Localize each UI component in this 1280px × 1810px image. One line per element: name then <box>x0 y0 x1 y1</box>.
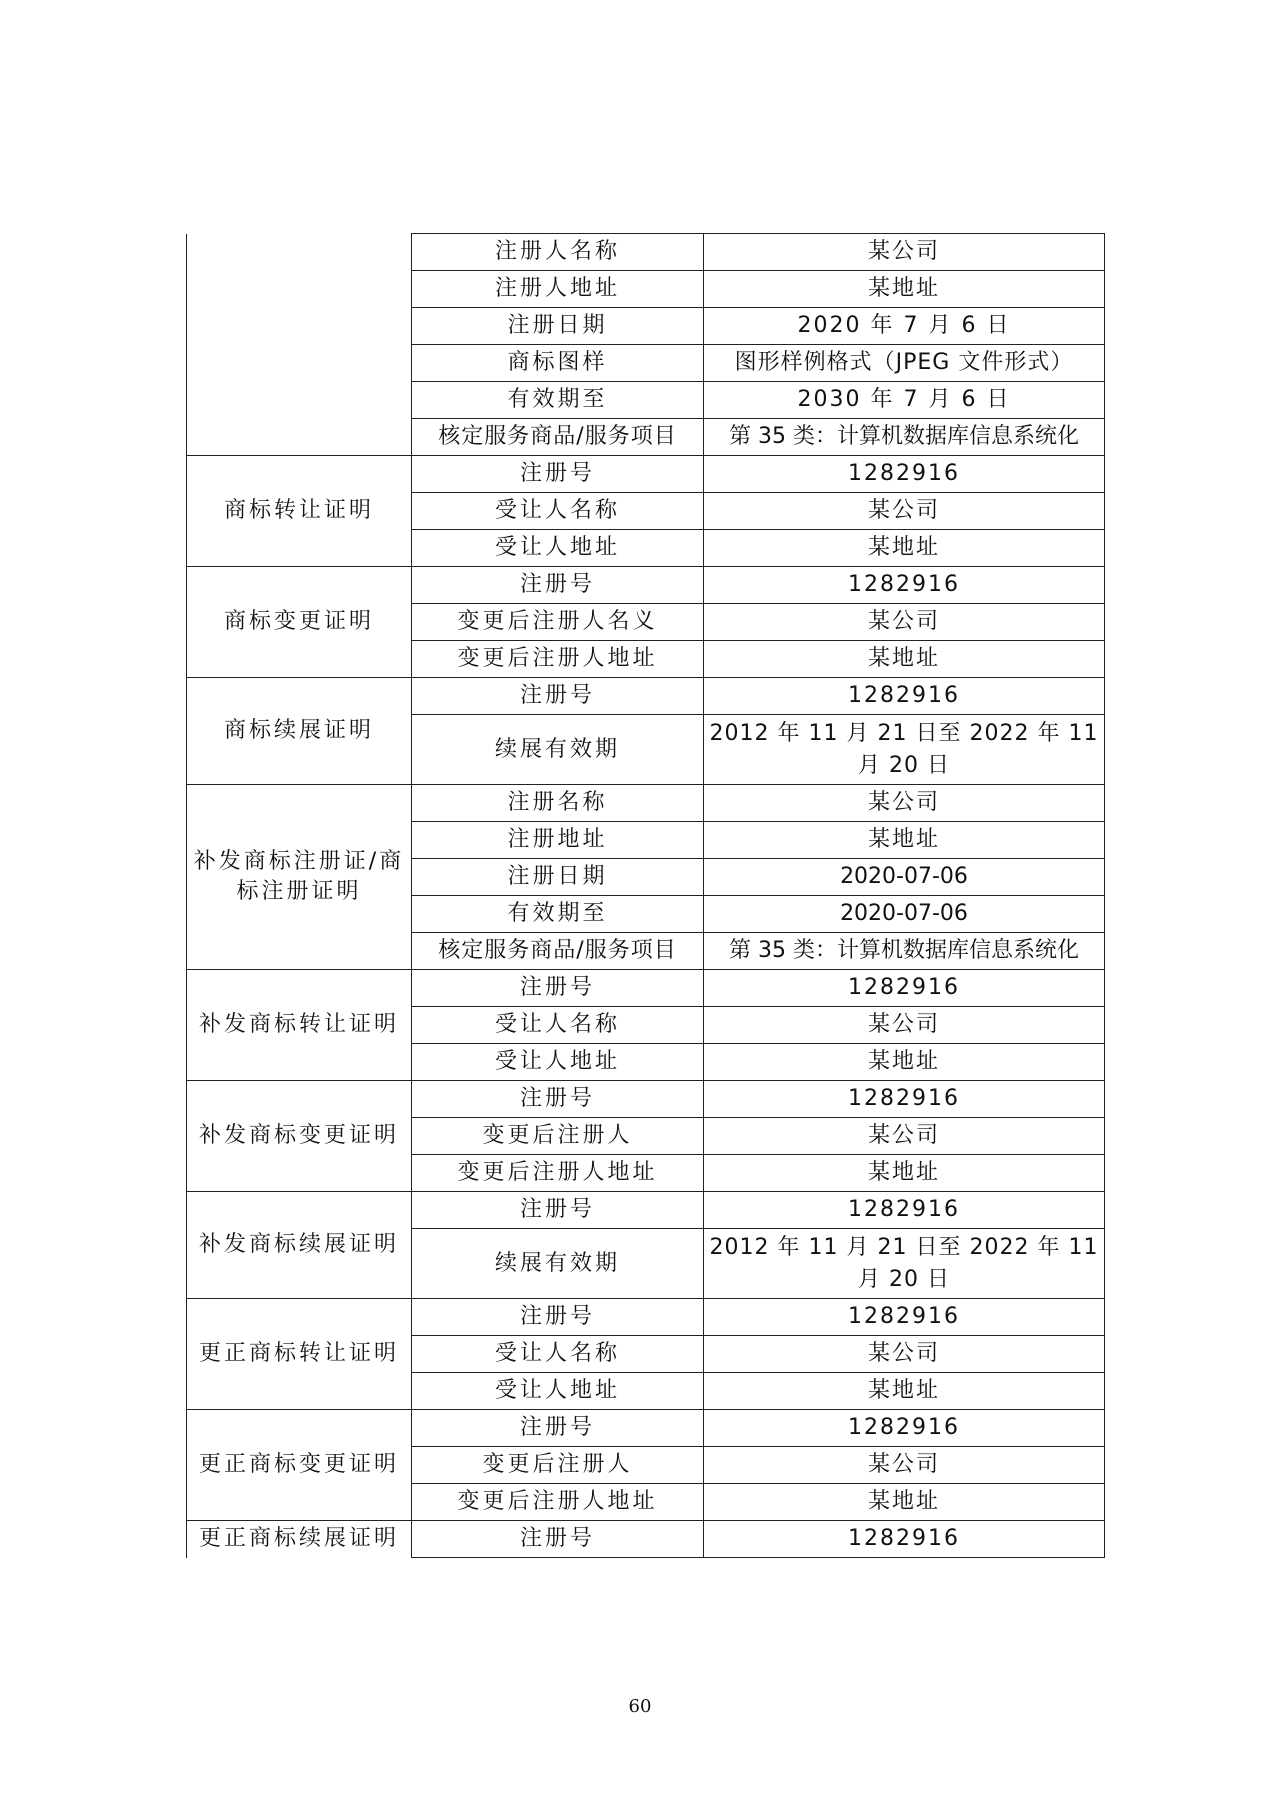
row-label: 注册人名称 <box>412 234 704 271</box>
row-value: 1282916 <box>704 1192 1105 1229</box>
row-value: 2020-07-06 <box>704 859 1105 896</box>
row-value: 1282916 <box>704 1410 1105 1447</box>
row-label: 核定服务商品/服务项目 <box>412 933 704 970</box>
row-value: 2030 年 7 月 6 日 <box>704 382 1105 419</box>
row-value: 某公司 <box>704 1447 1105 1484</box>
row-value: 1282916 <box>704 678 1105 715</box>
row-label: 变更后注册人地址 <box>412 1155 704 1192</box>
row-value: 1282916 <box>704 1081 1105 1118</box>
row-value: 某地址 <box>704 1373 1105 1410</box>
row-label: 变更后注册人 <box>412 1118 704 1155</box>
row-value: 某地址 <box>704 271 1105 308</box>
section-title: 商标变更证明 <box>187 567 412 678</box>
table-row <box>187 1081 1105 1118</box>
row-label: 受让人地址 <box>412 530 704 567</box>
row-value: 某地址 <box>704 822 1105 859</box>
section-title: 商标转让证明 <box>187 456 412 567</box>
row-value: 2012 年 11 月 21 日至 2022 年 11 月 20 日 <box>704 1229 1105 1299</box>
row-value: 某公司 <box>704 604 1105 641</box>
row-label: 有效期至 <box>412 382 704 419</box>
row-value: 某公司 <box>704 1118 1105 1155</box>
table-row <box>187 567 1105 604</box>
row-value: 某公司 <box>704 493 1105 530</box>
row-label: 注册日期 <box>412 308 704 345</box>
table-row <box>187 1192 1105 1229</box>
row-label: 注册日期 <box>412 859 704 896</box>
row-label: 有效期至 <box>412 896 704 933</box>
row-value: 图形样例格式（JPEG 文件形式） <box>704 345 1105 382</box>
row-label: 续展有效期 <box>412 715 704 785</box>
table-row <box>187 1521 1105 1558</box>
row-label: 注册号 <box>412 1410 704 1447</box>
row-label: 受让人地址 <box>412 1044 704 1081</box>
table-row <box>187 678 1105 715</box>
page-number: 60 <box>628 1696 652 1717</box>
row-label: 受让人地址 <box>412 1373 704 1410</box>
row-label: 注册人地址 <box>412 271 704 308</box>
row-label: 续展有效期 <box>412 1229 704 1299</box>
row-value: 某公司 <box>704 785 1105 822</box>
row-value: 2020 年 7 月 6 日 <box>704 308 1105 345</box>
row-value: 1282916 <box>704 456 1105 493</box>
section-title: 补发商标注册证/商标注册证明 <box>187 785 412 970</box>
row-label: 核定服务商品/服务项目 <box>412 419 704 456</box>
row-value: 1282916 <box>704 1299 1105 1336</box>
trademark-certificate-table <box>186 233 1105 1558</box>
section-title: 补发商标变更证明 <box>187 1081 412 1192</box>
row-value: 1282916 <box>704 1521 1105 1558</box>
row-label: 受让人名称 <box>412 1007 704 1044</box>
row-label: 注册号 <box>412 456 704 493</box>
row-label: 注册号 <box>412 1299 704 1336</box>
section-title: 更正商标变更证明 <box>187 1410 412 1521</box>
row-value: 某公司 <box>704 1007 1105 1044</box>
row-label: 商标图样 <box>412 345 704 382</box>
table-body <box>187 234 1105 1558</box>
table-row <box>187 1410 1105 1447</box>
table-row <box>187 456 1105 493</box>
row-value: 某地址 <box>704 641 1105 678</box>
row-label: 变更后注册人名义 <box>412 604 704 641</box>
table-row <box>187 970 1105 1007</box>
section-title: 更正商标转让证明 <box>187 1299 412 1410</box>
section-title: 商标续展证明 <box>187 678 412 785</box>
row-label: 变更后注册人 <box>412 1447 704 1484</box>
row-value: 1282916 <box>704 567 1105 604</box>
row-label: 受让人名称 <box>412 493 704 530</box>
row-value: 第 35 类：计算机数据库信息系统化 <box>704 419 1105 456</box>
row-value: 某地址 <box>704 530 1105 567</box>
row-label: 注册名称 <box>412 785 704 822</box>
row-value: 某地址 <box>704 1155 1105 1192</box>
row-label: 注册号 <box>412 1521 704 1558</box>
table-row <box>187 234 1105 271</box>
table-row <box>187 785 1105 822</box>
row-value: 2020-07-06 <box>704 896 1105 933</box>
section-title: 补发商标续展证明 <box>187 1192 412 1299</box>
row-value: 某公司 <box>704 1336 1105 1373</box>
row-label: 变更后注册人地址 <box>412 641 704 678</box>
row-label: 变更后注册人地址 <box>412 1484 704 1521</box>
section-title: 更正商标续展证明 <box>187 1521 412 1558</box>
table-row <box>187 1299 1105 1336</box>
row-label: 注册号 <box>412 678 704 715</box>
row-label: 注册地址 <box>412 822 704 859</box>
row-label: 受让人名称 <box>412 1336 704 1373</box>
row-label: 注册号 <box>412 1081 704 1118</box>
row-label: 注册号 <box>412 567 704 604</box>
row-value: 某地址 <box>704 1484 1105 1521</box>
row-value: 2012 年 11 月 21 日至 2022 年 11 月 20 日 <box>704 715 1105 785</box>
row-value: 某公司 <box>704 234 1105 271</box>
row-value: 某地址 <box>704 1044 1105 1081</box>
row-label: 注册号 <box>412 1192 704 1229</box>
row-value: 第 35 类：计算机数据库信息系统化 <box>704 933 1105 970</box>
row-label: 注册号 <box>412 970 704 1007</box>
section-title: 补发商标转让证明 <box>187 970 412 1081</box>
section-title <box>187 234 412 456</box>
row-value: 1282916 <box>704 970 1105 1007</box>
